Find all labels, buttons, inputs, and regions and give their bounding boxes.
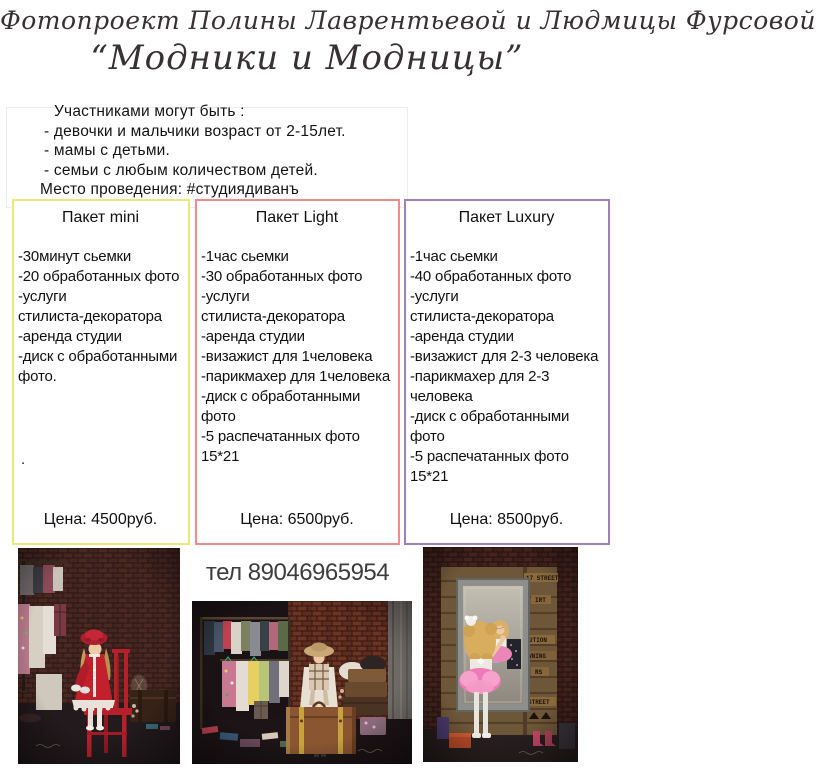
package-item: -аренда студии xyxy=(410,328,514,345)
package-item: -диск с обработанными фото. xyxy=(18,348,178,385)
vignette xyxy=(423,547,578,762)
photo-girl-mirror xyxy=(423,547,578,762)
intro-bullet: - семьи с любым количеством детей. xyxy=(44,161,318,179)
package-title: Пакет Light xyxy=(255,209,339,226)
package-price: Цена: 4500руб. xyxy=(43,511,158,528)
package-item: -диск с обработанными фото xyxy=(410,408,570,445)
package-item: -30минут сьемки xyxy=(18,248,132,265)
package-item: -40 обработанных фото xyxy=(410,268,572,285)
package-items xyxy=(410,247,603,487)
package-items xyxy=(201,247,393,467)
photo-girl-red-dress xyxy=(18,548,180,764)
package-item: -услуги стилиста-декоратора xyxy=(18,288,162,325)
package-item: -услуги стилиста-декоратора xyxy=(201,288,345,325)
vignette xyxy=(18,548,180,764)
package-price: Цена: 8500руб. xyxy=(449,511,564,528)
intro-block xyxy=(40,102,346,200)
package-items xyxy=(18,247,183,387)
package-item: -5 распечатанных фото 15*21 xyxy=(201,428,360,465)
package-item: -20 обработанных фото xyxy=(18,268,180,285)
package-item: -5 распечатанных фото 15*21 xyxy=(410,448,569,485)
page-subtitle: “Модники и Модницы” xyxy=(90,38,524,78)
package-card-mini xyxy=(12,199,190,545)
package-item: -парикмахер для 1человека xyxy=(201,368,391,385)
package-item: -30 обработанных фото xyxy=(201,268,363,285)
intro-bullet: - девочки и мальчики возраст от 2-15лет. xyxy=(44,122,346,140)
package-item: -1час сьемки xyxy=(201,248,289,265)
photo-girl-suitcase xyxy=(192,601,412,764)
package-item: -услуги стилиста-декоратора xyxy=(410,288,554,325)
package-item: -аренда студии xyxy=(18,328,122,345)
title-block xyxy=(0,6,816,78)
package-item: -визажист для 1человека xyxy=(201,348,373,365)
stray-dot: . xyxy=(21,451,26,468)
package-item: -визажист для 2-3 человека xyxy=(410,348,599,365)
package-price: Цена: 6500руб. xyxy=(240,511,354,528)
package-card-light xyxy=(195,199,400,545)
package-card-luxury xyxy=(404,199,610,545)
package-title: Пакет mini xyxy=(61,209,140,226)
package-title: Пакет Luxury xyxy=(458,209,555,226)
venue-hashtag: Место проведения: #студиядиванъ xyxy=(40,181,299,198)
page-title: Фотопроект Полины Лаврентьевой и Людмицы Фурсовой xyxy=(0,6,816,35)
vignette xyxy=(192,601,412,764)
phone-number: тел 89046965954 xyxy=(205,559,390,586)
package-item: -парикмахер для 2-3 человека xyxy=(410,368,550,405)
intro-heading: Участниками могут быть : xyxy=(54,103,245,120)
package-item: -1час сьемки xyxy=(410,248,498,265)
package-item: -аренда студии xyxy=(201,328,305,345)
package-item: -диск с обработанными фото xyxy=(201,388,361,425)
intro-bullet: - мамы с детьми. xyxy=(44,142,171,159)
